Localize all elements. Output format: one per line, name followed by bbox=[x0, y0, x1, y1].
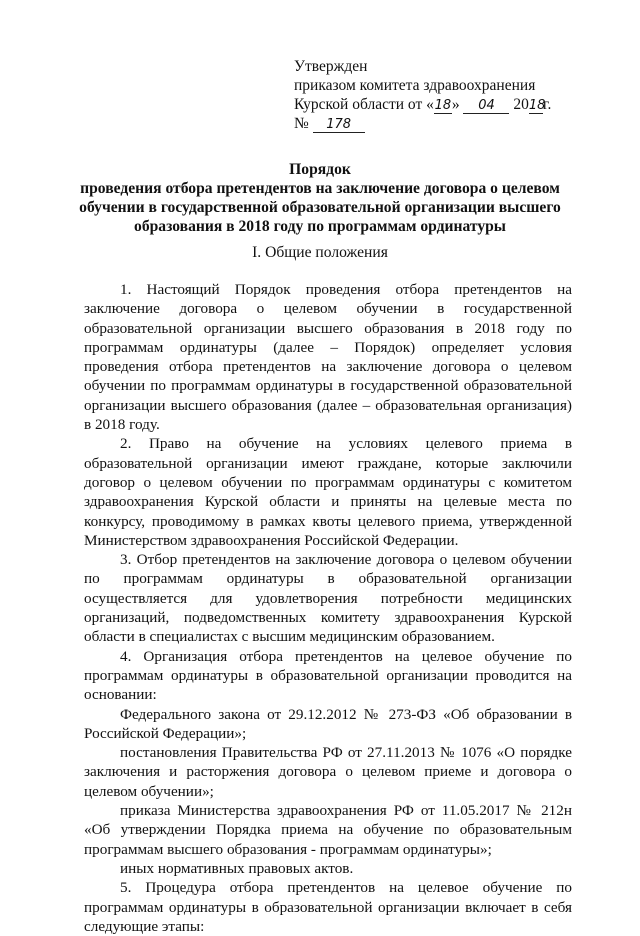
approval-number-prefix: № bbox=[294, 115, 309, 132]
paragraph-1: 1. Настоящий Порядок проведения отбора претендентов на заключение договора о целевом обучении в государственной образовательной организации высшего образования в 2018 году по программам ординатуры (далее – Порядок) определяет условия проведения отбора претендентов на заключение договора о целевом обучении по программам ординатуры в государственной образовательной организации высшего образования (далее – образовательная организация) в 2018 году. bbox=[84, 281, 572, 434]
handwritten-day: 18 bbox=[434, 98, 452, 113]
handwritten-month: 04 bbox=[463, 99, 509, 114]
handwritten-number: 178 bbox=[313, 118, 365, 133]
approval-date-prefix: Курской области от « bbox=[294, 96, 434, 113]
approval-quote-close: » bbox=[451, 96, 460, 113]
paragraph-4: 4. Организация отбора претендентов на целевое обучение по программам ординатуры в образовательной организации проводится на основании: bbox=[84, 647, 572, 704]
paragraph-2: 2. Право на обучение на условиях целевого приема в образовательной организации имеют граждане, которые заключили договор о целевом обучении по программам ординатуры с комитетом здравоохранения Курской области и приняты на целевые места по конкурсу, проводимому в рамках квоты целевого приема, утвержденной Министерством здравоохранения Российской Федерации. bbox=[84, 435, 572, 549]
document-title bbox=[60, 160, 580, 236]
approval-line-1: Утвержден bbox=[294, 58, 368, 75]
paragraph-3: 3. Отбор претендентов на заключение договора о целевом обучении по программам ординатуры в образовательной организации осуществляется для удовлетворения потребности медицинских организаций, подведомственных комитету здравоохранения Курской области в специалистах с высшим медицинским образованием. bbox=[84, 551, 572, 646]
paragraph-4-item-order: приказа Министерства здравоохранения РФ от 11.05.2017 № 212н «Об утверждении Порядка приема на обучение по образовательным программам высшего образования - программам ординатуры»; bbox=[84, 802, 572, 858]
title-line-1: Порядок bbox=[289, 161, 351, 178]
approval-line-2: приказом комитета здравоохранения bbox=[294, 77, 536, 94]
title-line-2: проведения отбора претендентов на заключение договора о целевом обучении в государственной образовательной организации высшего образования в 2018 году по программам ординатуры bbox=[79, 180, 561, 235]
paragraph-4-item-other: иных нормативных правовых актов. bbox=[120, 859, 354, 877]
document-body bbox=[84, 280, 572, 936]
approval-line-4 bbox=[294, 114, 594, 133]
approval-year-suffix: г. bbox=[542, 96, 552, 113]
paragraph-5: 5. Процедура отбора претендентов на целевое обучение по программам ординатуры в образовательной организации включает в себя следующие этапы: bbox=[84, 879, 572, 935]
paragraph-4-item-law: Федерального закона от 29.12.2012 № 273-ФЗ «Об образовании в Российской Федерации»; bbox=[84, 705, 572, 742]
approval-line-3 bbox=[294, 95, 594, 114]
approval-stamp bbox=[294, 57, 594, 133]
section-heading: I. Общие положения bbox=[252, 244, 388, 261]
paragraph-4-item-resolution: постановления Правительства РФ от 27.11.2013 № 1076 «О порядке заключения и расторжения договора о целевом приеме и договора о целевом обучении»; bbox=[84, 744, 572, 800]
handwritten-year: 18 bbox=[528, 98, 546, 113]
approval-year-prefix: 20 bbox=[513, 96, 529, 113]
